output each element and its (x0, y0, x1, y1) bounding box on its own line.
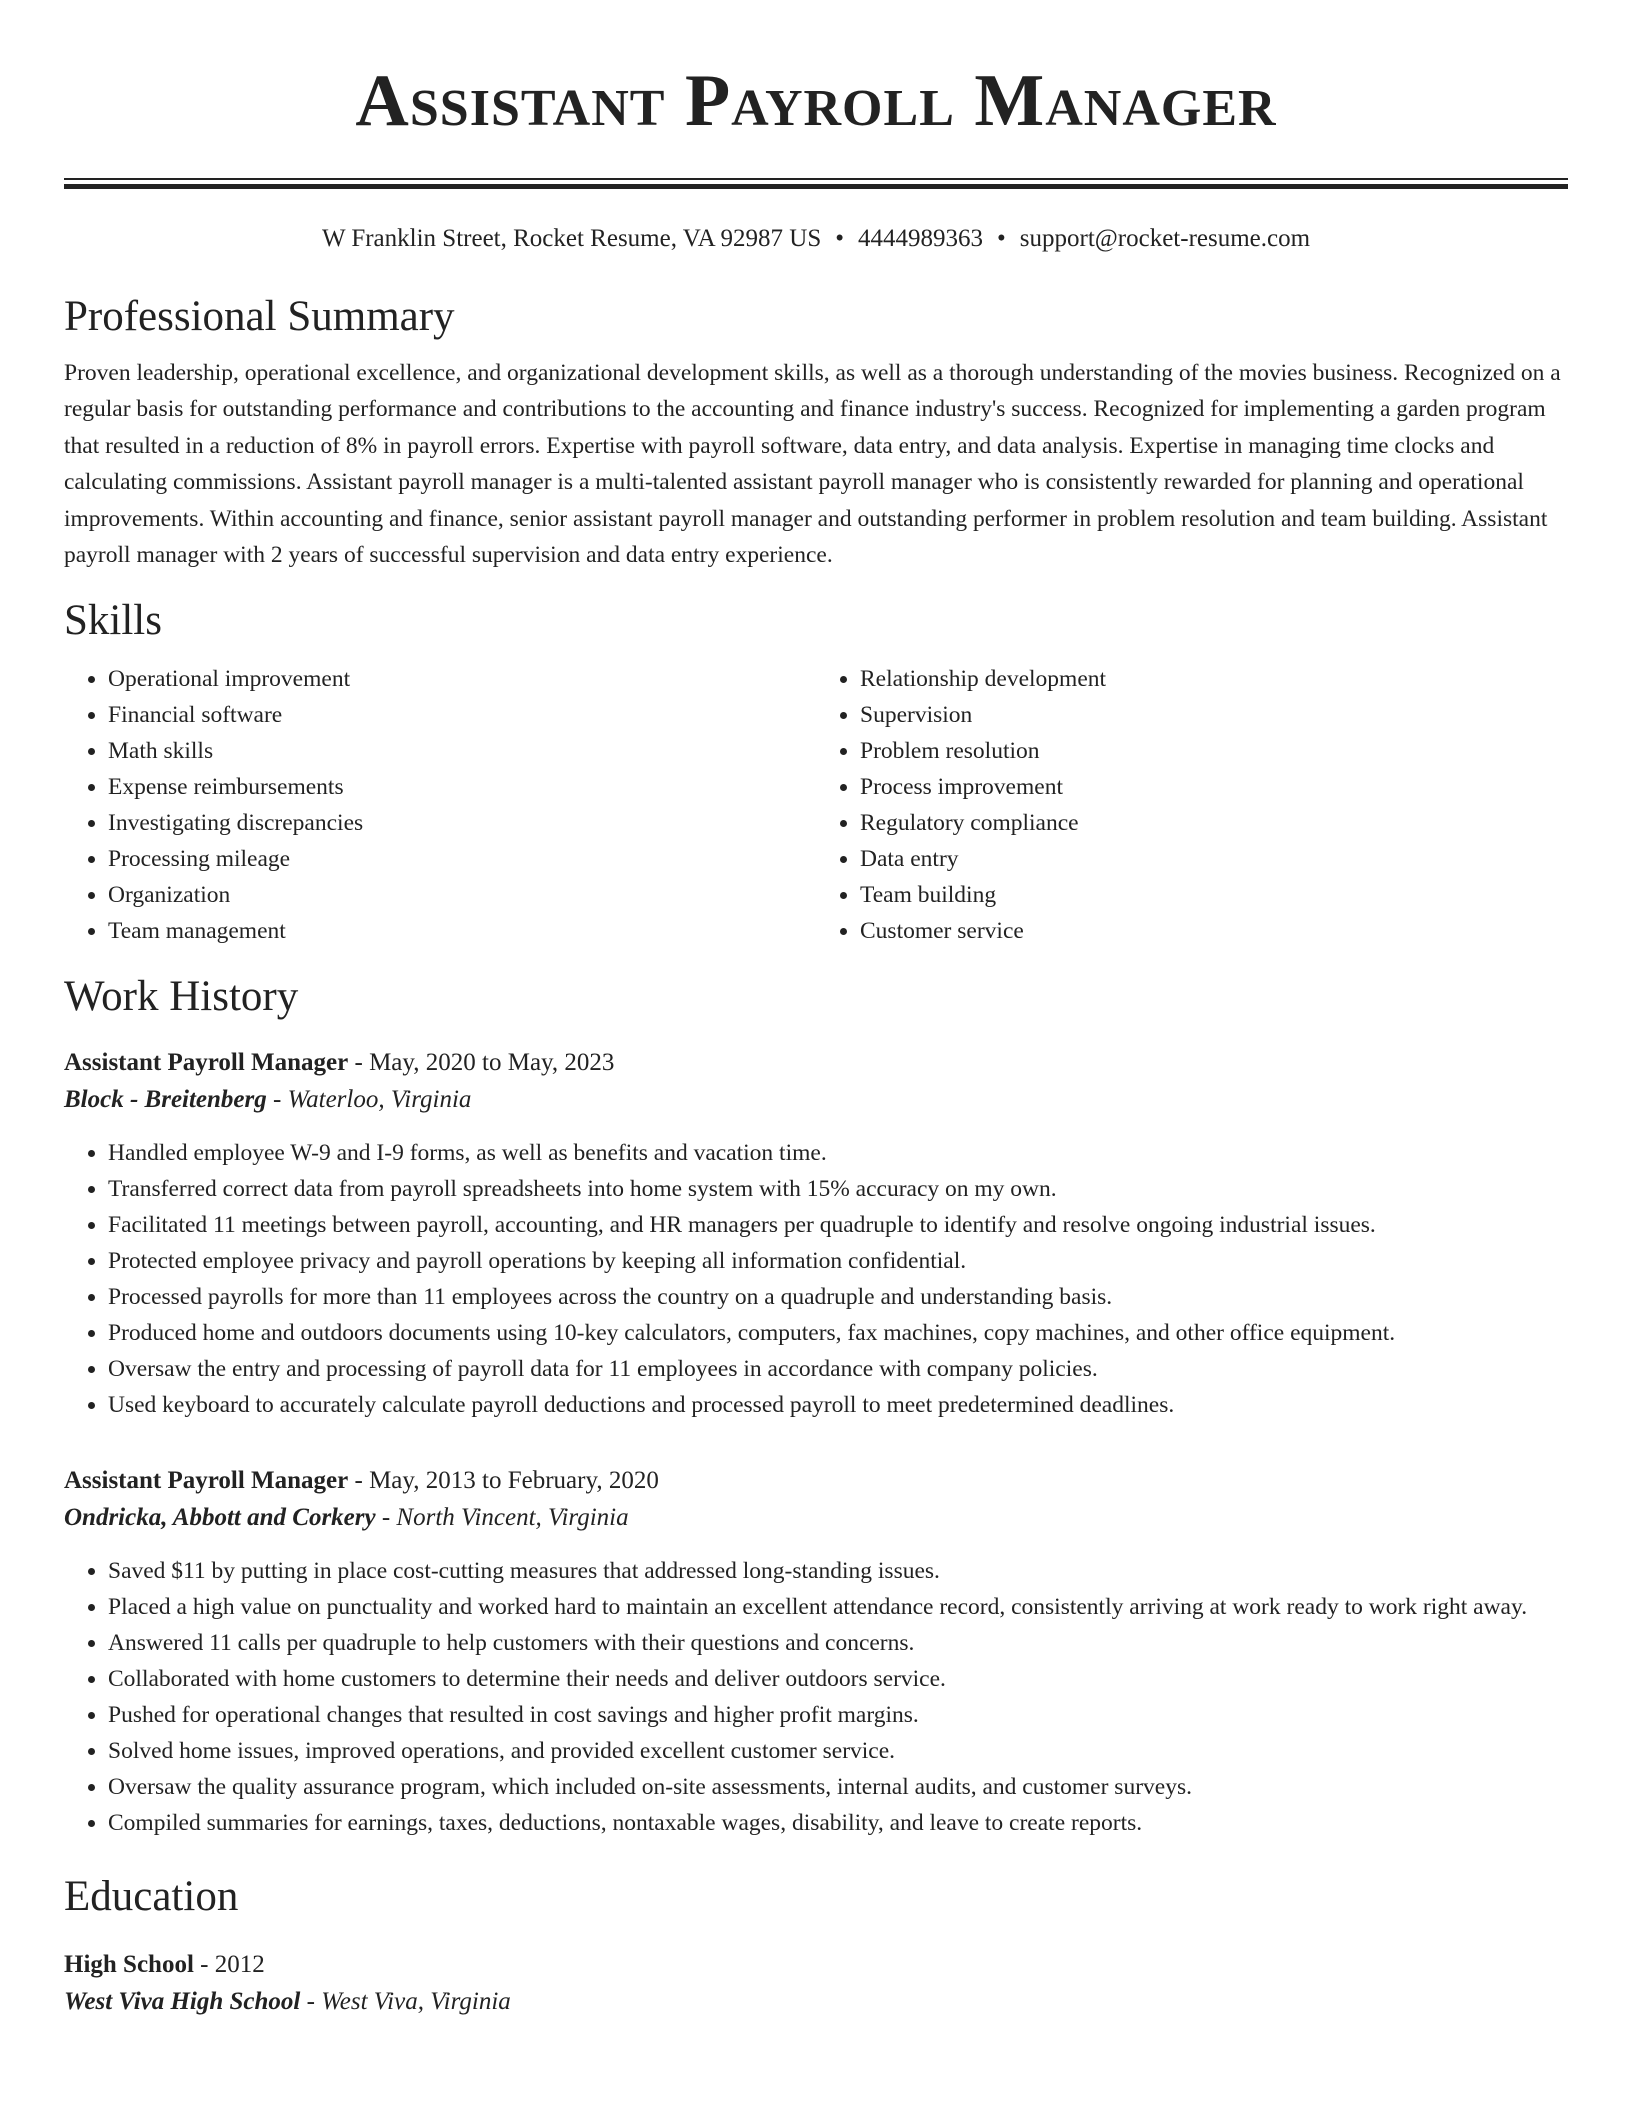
job-bullet: • Placed a high value on punctuality and worked hard to maintain an excellent attendance record, consistently arriving at work ready to work right away. (108, 1589, 1568, 1625)
work-history-section (64, 969, 1568, 1841)
job-dates: - May, 2020 to May, 2023 (348, 1049, 615, 1077)
job-location: - Waterloo, Virginia (266, 1086, 472, 1114)
skill-item: • Financial software (108, 697, 816, 733)
job-bullets (64, 1135, 1568, 1423)
job-bullet: • Solved home issues, improved operations, and provided excellent customer service. (108, 1733, 1568, 1769)
skill-item: • Relationship development (860, 661, 1568, 697)
job-bullet: • Facilitated 11 meetings between payroll, accounting, and HR managers per quadruple to identify and resolve ongoing industrial issues. (108, 1207, 1568, 1243)
skill-item: • Process improvement (860, 769, 1568, 805)
job-bullet: • Pushed for operational changes that resulted in cost savings and higher profit margins. (108, 1697, 1568, 1733)
job-entry (64, 1045, 1568, 1423)
education-year: - 2012 (193, 1951, 265, 1979)
education-entry (64, 1947, 1568, 2021)
skill-item: • Data entry (860, 841, 1568, 877)
employer-line (64, 1081, 1568, 1119)
skill-item: • Supervision (860, 697, 1568, 733)
skill-item: • Organization (108, 877, 816, 913)
skill-item: • Expense reimbursements (108, 769, 816, 805)
job-bullet: • Oversaw the quality assurance program, which included on-site assessments, internal audits, and customer surveys. (108, 1769, 1568, 1805)
job-title: Assistant Payroll Manager (64, 1467, 349, 1495)
skill-item: • Investigating discrepancies (108, 805, 816, 841)
job-title-line (64, 1463, 1568, 1499)
skill-item: • Team management (108, 913, 816, 949)
job-employer: Block - Breitenberg (64, 1086, 267, 1114)
job-entry (64, 1463, 1568, 1841)
skill-item: • Regulatory compliance (860, 805, 1568, 841)
skill-item: • Math skills (108, 733, 816, 769)
summary-text: Proven leadership, operational excellence, and organizational development skills, as well as a thorough understanding of the movies business. Recognized on a regular basis for outstanding performance and contributions to the accounting and finance industry's success. Recognized for implementing a garden program that resulted in a reduction of 8% in payroll errors. Expertise with payroll software, data entry, and data analysis. Expertise in managing time clocks and calculating commissions. Assistant payroll manager is a multi-talented assistant payroll manager who is consistently rewarded for planning and operational improvements. Within accounting and finance, senior assistant payroll manager and outstanding performer in problem resolution and team building. Assistant payroll manager with 2 years of successful supervision and data entry experience. (64, 360, 1561, 569)
job-location: - North Vincent, Virginia (375, 1504, 629, 1532)
education-heading: Education (64, 1873, 239, 1921)
summary-section (64, 289, 1568, 573)
job-bullet: • Saved $11 by putting in place cost-cutting measures that addressed long-standing issues. (108, 1553, 1568, 1589)
contact-email: support@rocket-resume.com (1019, 225, 1311, 252)
skill-item: • Team building (860, 877, 1568, 913)
skills-section (64, 593, 1568, 949)
job-employer: Ondricka, Abbott and Corkery (64, 1504, 376, 1532)
job-bullet: • Handled employee W-9 and I-9 forms, as well as benefits and vacation time. (108, 1135, 1568, 1171)
job-bullet: • Compiled summaries for earnings, taxes, deductions, nontaxable wages, disability, and leave to create reports. (108, 1805, 1568, 1841)
contact-address: W Franklin Street, Rocket Resume, VA 92987 US (321, 225, 822, 252)
job-bullet: • Transferred correct data from payroll spreadsheets into home system with 15% accuracy on my own. (108, 1171, 1568, 1207)
job-title: Assistant Payroll Manager (64, 1049, 349, 1077)
job-bullets (64, 1553, 1568, 1841)
contact-separator: • (997, 225, 1006, 252)
job-dates: - May, 2013 to February, 2020 (348, 1467, 659, 1495)
skills-list-right (816, 661, 1568, 949)
school-line (64, 1983, 1568, 2021)
skills-columns (64, 661, 1568, 949)
education-section (64, 1869, 1568, 2021)
contact-line (64, 223, 1568, 255)
contact-separator: • (835, 225, 844, 252)
job-bullet: • Oversaw the entry and processing of payroll data for 11 employees in accordance with company policies. (108, 1351, 1568, 1387)
degree-line (64, 1947, 1568, 1983)
job-bullet: • Used keyboard to accurately calculate payroll deductions and processed payroll to meet predetermined deadlines. (108, 1387, 1568, 1423)
job-bullet: • Protected employee privacy and payroll operations by keeping all information confidential. (108, 1243, 1568, 1279)
job-title-line (64, 1045, 1568, 1081)
employer-line (64, 1499, 1568, 1537)
skills-heading: Skills (64, 597, 162, 645)
skills-list-left (64, 661, 816, 949)
summary-heading: Professional Summary (64, 293, 455, 340)
education-degree: High School (64, 1951, 194, 1979)
skill-item: • Customer service (860, 913, 1568, 949)
header-divider (64, 178, 1568, 189)
education-location: - West Viva, Virginia (300, 1988, 511, 2016)
job-bullet: • Collaborated with home customers to determine their needs and deliver outdoors service. (108, 1661, 1568, 1697)
work-history-heading: Work History (64, 973, 299, 1021)
job-bullet: • Processed payrolls for more than 11 employees across the country on a quadruple and understanding basis. (108, 1279, 1568, 1315)
contact-phone: 4444989363 (858, 225, 983, 252)
job-bullet: • Answered 11 calls per quadruple to help customers with their questions and concerns. (108, 1625, 1568, 1661)
skill-item: • Processing mileage (108, 841, 816, 877)
skill-item: • Operational improvement (108, 661, 816, 697)
skill-item: • Problem resolution (860, 733, 1568, 769)
resume-name: Assistant Payroll Manager (355, 60, 1277, 142)
job-bullet: • Produced home and outdoors documents using 10-key calculators, computers, fax machines, copy machines, and other office equipment. (108, 1315, 1568, 1351)
education-school: West Viva High School (64, 1988, 301, 2016)
